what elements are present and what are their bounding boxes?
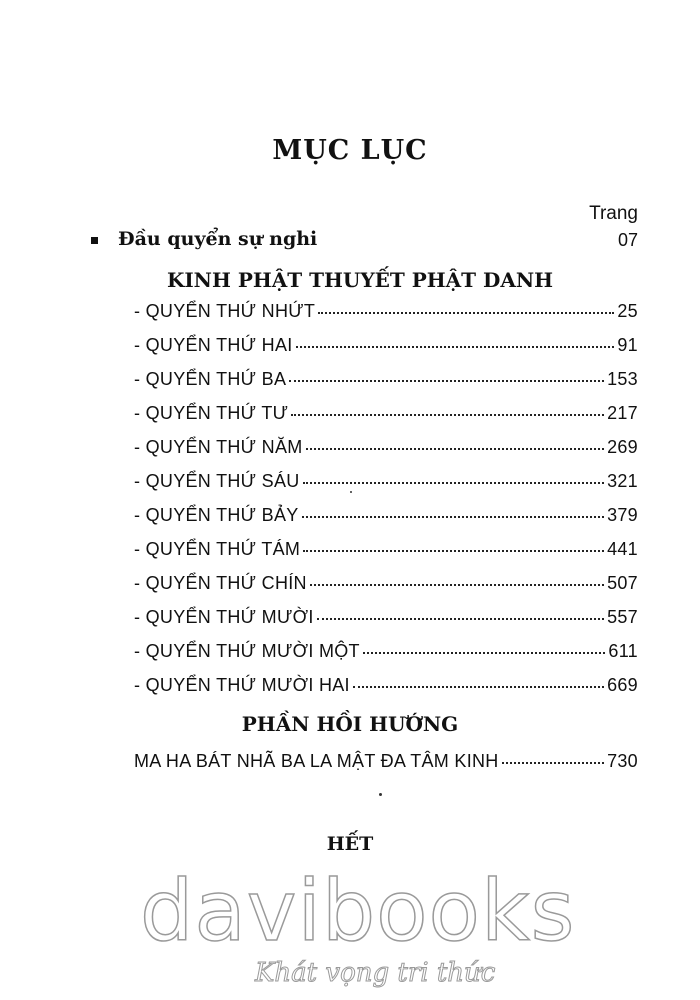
toc-entry-page: 379	[607, 505, 638, 525]
toc-entry-label: - QUYỂN THỨ BA	[134, 369, 287, 389]
toc-entry	[134, 505, 638, 539]
toc-entry-heart-sutra	[134, 751, 638, 772]
toc-entry	[134, 369, 638, 403]
dot-leader	[303, 536, 604, 552]
toc-entry-label: - QUYỂN THỨ BẢY	[134, 505, 299, 525]
dot-leader	[502, 748, 604, 764]
dot-leader	[303, 468, 605, 484]
dot-leader	[318, 298, 614, 314]
end-mark: HẾT	[326, 833, 374, 855]
section-heading-sutra: KINH PHẬT THUYẾT PHẬT DANH	[166, 268, 554, 292]
toc-entry-label: - QUYỂN THỨ TƯ	[134, 403, 289, 423]
toc-entry-label: - QUYỂN THỨ HAI	[134, 335, 293, 355]
toc-entry-label: - QUYỂN THỨ TÁM	[134, 539, 301, 559]
page-column-label: Trang	[589, 203, 638, 224]
toc-entry-label: - QUYỂN THỨ MƯỜI	[134, 607, 314, 627]
toc-entry-page: 730	[607, 751, 638, 771]
toc-entry-label: MA HA BÁT NHÃ BA LA MẬT ĐA TÂM KINH	[134, 751, 499, 771]
dot-leader	[302, 502, 604, 518]
toc-entry-page: 91	[617, 335, 638, 355]
square-bullet-icon	[91, 237, 98, 244]
toc-entry-label: - QUYỂN THỨ CHÍN	[134, 573, 307, 593]
toc-entry-label: - QUYỂN THỨ SÁU	[134, 471, 300, 491]
toc-entry-page: 217	[607, 403, 638, 423]
toc-entry-page: 269	[607, 437, 638, 457]
dot-leader	[296, 332, 615, 348]
toc-entry	[134, 471, 638, 505]
toc-entry-page: 153	[607, 369, 638, 389]
toc-entry-page: 557	[607, 607, 638, 627]
toc-entry	[134, 675, 638, 709]
intro-entry-title: Đầu quyển sự nghi	[118, 228, 318, 250]
toc-entry-page: 25	[617, 301, 638, 321]
dot-leader	[310, 570, 604, 586]
toc-entry-page: 441	[607, 539, 638, 559]
toc-entry-label: - QUYỂN THỨ NHỨT	[134, 301, 316, 321]
intro-entry	[88, 228, 638, 256]
dot-leader	[353, 672, 604, 688]
section-heading-dedication: PHẦN HỒI HƯỚNG	[241, 712, 459, 736]
dot-leader	[291, 400, 604, 416]
toc-entry-label: - QUYỂN THỨ MƯỜI HAI	[134, 675, 350, 695]
toc-list	[134, 301, 638, 709]
toc-entry-label: - QUYỂN THỨ MƯỜI MỘT	[134, 641, 360, 661]
toc-entry	[134, 403, 638, 437]
dot-leader	[317, 604, 604, 620]
toc-entry	[134, 573, 638, 607]
toc-entry	[134, 641, 638, 675]
toc-entry	[134, 437, 638, 471]
dot-leader	[306, 434, 605, 450]
toc-entry	[134, 301, 638, 335]
toc-entry	[134, 539, 638, 573]
toc-entry-page: 669	[607, 675, 638, 695]
toc-entry	[134, 335, 638, 369]
toc-entry-page: 507	[607, 573, 638, 593]
page-title: MỤC LỤC	[272, 135, 428, 166]
print-speck	[379, 793, 382, 796]
toc-entry-page: 321	[607, 471, 638, 491]
watermark-tagline: Khát vọng tri thức	[255, 958, 496, 988]
intro-entry-page: 07	[617, 230, 638, 250]
toc-entry-label: - QUYỂN THỨ NĂM	[134, 437, 303, 457]
dot-leader	[363, 638, 606, 654]
print-speck	[350, 491, 352, 493]
toc-entry-page: 611	[608, 641, 638, 661]
watermark-brand-name: davibooks	[140, 862, 576, 960]
davibooks-watermark-logo	[140, 862, 576, 997]
dot-leader	[289, 366, 604, 382]
toc-entry	[134, 607, 638, 641]
